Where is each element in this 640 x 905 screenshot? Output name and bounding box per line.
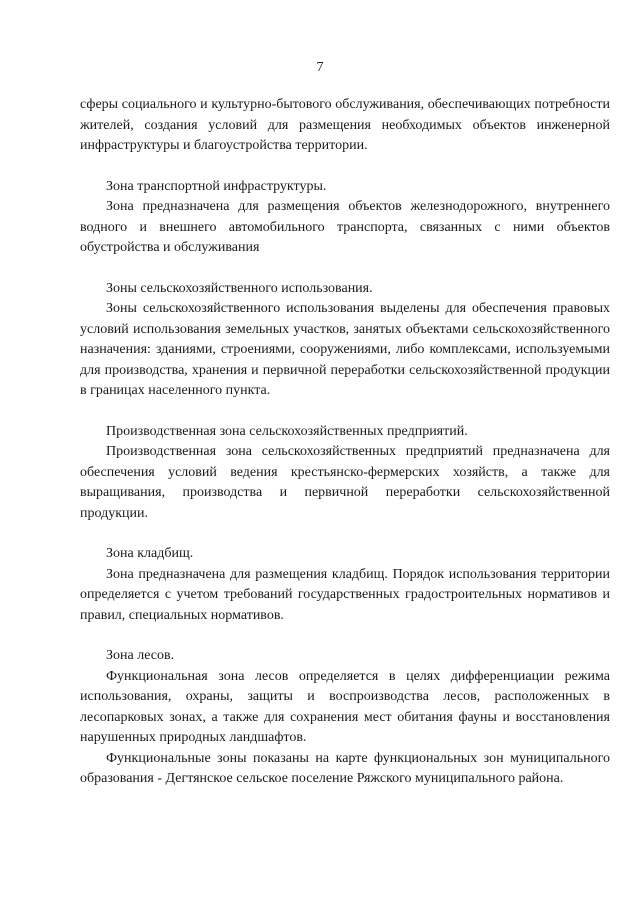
page-number: 7	[316, 60, 324, 75]
heading-agri-production-zone: Производственная зона сельскохозяйственных предприятий.	[106, 423, 468, 439]
heading-transport-zone: Зона транспортной инфраструктуры.	[106, 178, 327, 194]
heading-agricultural-zone: Зоны сельскохозяйственного использования.	[106, 280, 373, 296]
paragraph-cemetery-zone: Зона предназначена для размещения кладбищ. Порядок использования территории определяется с учетом требований государственных градостроительных нормативов и правил, специальных нормативов.	[80, 566, 610, 623]
paragraph-forest-zone: Функциональная зона лесов определяется в целях дифференциации режима использования, охраны, защиты и воспроизводства лесов, расположенных в лесопарковых зонах, а также для сохранения мест обитания фауны и восстановления нарушенных природных ландшафтов.	[80, 668, 610, 745]
document-body	[80, 95, 610, 790]
heading-cemetery-zone: Зона кладбищ.	[106, 546, 194, 561]
paragraph-agricultural-zone: Зоны сельскохозяйственного использования выделены для обеспечения правовых условий использования земельных участков, занятых объектами сельскохозяйственного назначения: зданиями, строениями, сооружениями, либо комплексами, используемыми для производства, хранения и первичной переработки сельскохозяйственной продукции в границах населенного пункта.	[80, 301, 610, 398]
paragraph-agri-production-zone: Производственная зона сельскохозяйственных предприятий предназначена для обеспечения условий ведения крестьянско-фермерских хозяйств, а также для выращивания, производства и первичной переработки сельскохозяйственной продукции.	[80, 444, 610, 521]
paragraph-functional-zones-map: Функциональные зоны показаны на карте функциональных зон муниципального образования - Дегтянское сельское поселение Ряжского муниципального района.	[80, 750, 610, 786]
heading-forest-zone: Зона лесов.	[106, 648, 175, 663]
paragraph-continuation: сферы социального и культурно-бытового обслуживания, обеспечивающих потребности жителей, создания условий для размещения необходимых объектов инженерной инфраструктуры и благоустройства территории.	[80, 97, 610, 153]
paragraph-transport-zone: Зона предназначена для размещения объектов железнодорожного, внутреннего водного и внешнего автомобильного транспорта, связанных с ними объектов обустройства и обслуживания	[80, 199, 610, 255]
